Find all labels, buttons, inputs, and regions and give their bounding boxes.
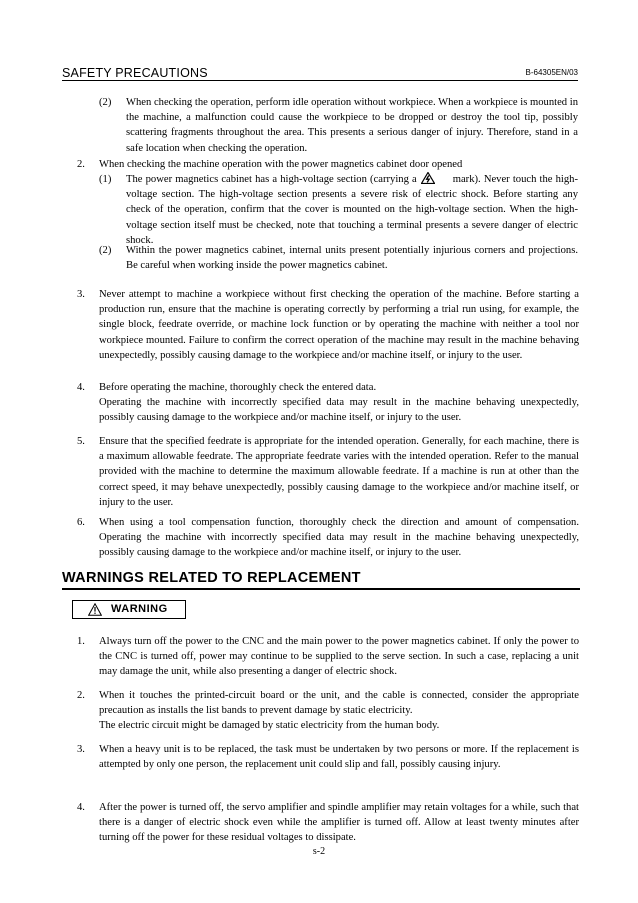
sub-item-text (126, 172, 578, 248)
list-item-text (99, 380, 579, 426)
list-item-line: Before operating the machine, thoroughly check the entered data. (99, 382, 377, 393)
list-item-text (99, 688, 579, 734)
list-item-number: 3. (77, 744, 85, 755)
warning-icon (88, 603, 102, 616)
section-title: WARNINGS RELATED TO REPLACEMENT (62, 570, 361, 586)
high-voltage-icon (421, 172, 435, 184)
list-item-text: Ensure that the specified feedrate is appropriate for the intended operation. Generally, for each machine, there is a maximum allowable feedrate. The appropriate feedrate varies with the intended operation. Refer to the manual provided with the machine to determine the maximum allowable feedrate. If a machine is run at other than the correct speed, it may behave unexpectedly, possibly causing damage to the workpiece and/or machine itself, or injury to the user. (99, 436, 579, 508)
list-item-text: After the power is turned off, the servo amplifier and spindle amplifier may retain voltages for a while, such that there is a danger of electric shock even while the amplifier is turned off. Allow at least twenty minutes after turning off the power for these residual voltages to dissipate. (99, 802, 579, 844)
page-number: s-2 (312, 846, 326, 857)
list-item-text: Always turn off the power to the CNC and the main power to the power magnetics cabinet. If only the power to the CNC is turned off, power may continue to be supplied to the serve section. In such a case, replacing a unit may damage the unit, while also presenting a danger of electric shock. (99, 636, 579, 678)
list-item-text: When using a tool compensation function, thoroughly check the direction and amount of compensation. Operating the machine with incorrectly specified data may result in the machine behaving unexpectedly, possibly causing damage to the workpiece and/or machine itself, or injury to the user. (99, 517, 579, 559)
list-item-number: 2. (77, 159, 85, 170)
header-title: SAFETY PRECAUTIONS (62, 66, 208, 80)
sub-item-text: Within the power magnetics cabinet, internal units present potentially injurious corners and projections. Be careful when working inside the power magnetics cabinet. (126, 245, 578, 272)
list-item-line: Operating the machine with incorrectly specified data may result in the machine behaving unexpectedly, possibly causing damage to the workpiece and/or machine itself, or injury to the user. (99, 397, 579, 424)
list-item-number: 1. (77, 636, 85, 647)
warning-box (72, 600, 186, 619)
list-item-number: 4. (77, 802, 85, 813)
sub-item-text-part-a: The power magnetics cabinet has a high-voltage section (carrying a (126, 174, 417, 185)
sub-item-text: When checking the operation, perform idle operation without workpiece. When a workpiece is mounted in the machine, a malfunction could cause the workpiece to be dropped or destroy the tool tip, possibly scattering fragments throughout the area. This presents a serious danger of injury. Therefore, stand in a safe location when checking the operation. (126, 97, 578, 154)
section-heading (62, 568, 580, 590)
document-number: B-64305EN/03 (525, 68, 578, 77)
sub-item-number: (1) (99, 174, 112, 185)
list-item-text: When a heavy unit is to be replaced, the task must be undertaken by two persons or more. If the replacement is attempted by only one person, the replacement unit could slip and fall, possibly causing injury. (99, 744, 579, 771)
list-item-number: 5. (77, 436, 85, 447)
sub-item-number: (2) (99, 97, 112, 108)
list-item-number: 4. (77, 382, 85, 393)
sub-item-text-part-b: mark). Never touch the high-voltage section. The high-voltage section presents a severe risk of electric shock. Before starting any check of the operation, confirm that the cover is mounted on the high-voltage section. When the high-voltage section itself must be checked, note that touching a terminal presents a severe danger of electric shock. (126, 174, 578, 246)
list-item-number: 6. (77, 517, 85, 528)
sub-item-number: (2) (99, 245, 112, 256)
list-item-number: 2. (77, 690, 85, 701)
list-item-text: Never attempt to machine a workpiece without first checking the operation of the machine. Before starting a production run, ensure that the machine is operating correctly by performing a trial run using, for example, the single block, feedrate override, or machine lock function or by operating the machine with neither a tool nor workpiece mounted. Failure to confirm the correct operation of the machine may result in the machine behaving unexpectedly, possibly causing damage to the workpiece and/or machine itself, or injury to the user. (99, 289, 579, 361)
list-item-number: 3. (77, 289, 85, 300)
list-item-line: When it touches the printed-circuit board or the unit, and the cable is connected, consider the appropriate precaution as installs the list bands to prevent damage by static electricity. (99, 690, 579, 717)
list-item-line: The electric circuit might be damaged by static electricity from the human body. (99, 720, 440, 732)
warning-label: WARNING (111, 603, 168, 615)
page-header (62, 66, 578, 81)
list-item-heading: When checking the machine operation with the power magnetics cabinet door opened (99, 159, 463, 170)
